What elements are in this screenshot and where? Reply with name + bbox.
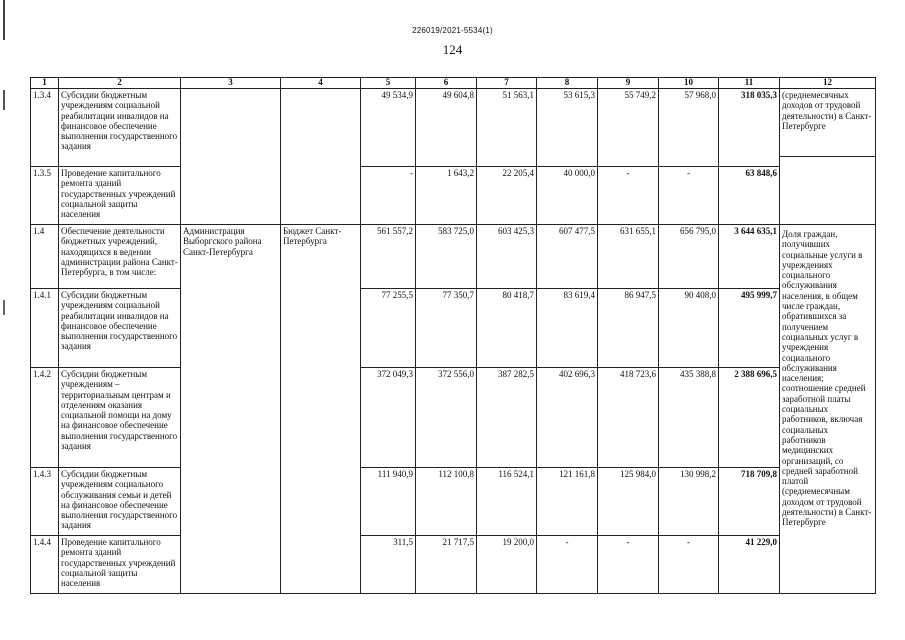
value-cell: 372 556,0 bbox=[416, 368, 477, 468]
value-cell: 583 725,0 bbox=[416, 225, 477, 289]
column-header: 8 bbox=[537, 78, 598, 89]
table-row bbox=[31, 468, 876, 536]
value-cell: 40 000,0 bbox=[537, 167, 598, 225]
column-header: 7 bbox=[477, 78, 537, 89]
column-header: 11 bbox=[719, 78, 780, 89]
value-cell: 80 418,7 bbox=[477, 289, 537, 368]
value-cell: 22 205,4 bbox=[477, 167, 537, 225]
header-row bbox=[31, 78, 876, 89]
row-number: 1.4 bbox=[31, 225, 59, 289]
value-cell: 603 425,3 bbox=[477, 225, 537, 289]
value-cell: 116 524,1 bbox=[477, 468, 537, 536]
row-number: 1.4.2 bbox=[31, 368, 59, 468]
value-cell: 57 968,0 bbox=[659, 89, 719, 167]
value-cell: 418 723,6 bbox=[598, 368, 659, 468]
table-row bbox=[31, 89, 876, 167]
value-cell: - bbox=[598, 536, 659, 594]
value-cell: 121 161,8 bbox=[537, 468, 598, 536]
value-cell: 372 049,3 bbox=[361, 368, 416, 468]
column-header: 4 bbox=[281, 78, 361, 89]
column-header: 10 bbox=[659, 78, 719, 89]
row-number: 1.4.1 bbox=[31, 289, 59, 368]
total-cell: 318 035,3 bbox=[719, 89, 780, 167]
value-cell: 387 282,5 bbox=[477, 368, 537, 468]
value-cell: 55 749,2 bbox=[598, 89, 659, 167]
total-cell: 3 644 635,1 bbox=[719, 225, 780, 289]
value-cell: - bbox=[598, 167, 659, 225]
value-cell: 53 615,3 bbox=[537, 89, 598, 167]
row-name: Субсидии бюджетным учреждениям социальной реабилитации инвалидов на финансовое обеспечение выполнения государственного задания bbox=[59, 89, 181, 167]
value-cell: 77 255,5 bbox=[361, 289, 416, 368]
column-header: 2 bbox=[59, 78, 181, 89]
total-cell: 63 848,6 bbox=[719, 167, 780, 225]
value-cell: 19 200,0 bbox=[477, 536, 537, 594]
value-cell: 112 100,8 bbox=[416, 468, 477, 536]
value-cell: 125 984,0 bbox=[598, 468, 659, 536]
row-name: Субсидии бюджетным учреждениям социальной реабилитации инвалидов на финансовое обеспечение выполнения государственного задания bbox=[59, 289, 181, 368]
row-name: Проведение капитального ремонта зданий государственных учреждений социальной защиты населения bbox=[59, 536, 181, 594]
table-row bbox=[31, 167, 876, 225]
value-cell: 83 619,4 bbox=[537, 289, 598, 368]
scan-edge-mark bbox=[3, 0, 5, 640]
value-cell: - bbox=[659, 536, 719, 594]
source-cell: Бюджет Санкт-Петербурга bbox=[281, 225, 361, 594]
indicator-cell: Доля граждан, получивших социальные услуги в учреждениях социального обслуживания населения, в общем числе граждан, обратившихся за получением социальных услуг в учреждения социального обслуживания населения; соотношение средней заработной платы социальных работников, включая социальных работников медицинских организаций, со средней заработной платой (среднемесячным доходом от трудовой деятельности) в Санкт-Петербурге bbox=[780, 225, 876, 594]
column-header: 3 bbox=[181, 78, 281, 89]
value-cell: 21 717,5 bbox=[416, 536, 477, 594]
value-cell: - bbox=[361, 167, 416, 225]
table-row bbox=[31, 536, 876, 594]
row-name: Субсидии бюджетным учреждениям социального обслуживания семьи и детей на финансовое обеспечение выполнения государственного задания bbox=[59, 468, 181, 536]
value-cell: 656 795,0 bbox=[659, 225, 719, 289]
total-cell: 718 709,8 bbox=[719, 468, 780, 536]
row-number: 1.3.5 bbox=[31, 167, 59, 225]
value-cell: 51 563,1 bbox=[477, 89, 537, 167]
row-name: Субсидии бюджетным учреждениям – территориальным центрам и отделениям оказания социальной помощи на дому на финансовое обеспечение выполнения государственного задания bbox=[59, 368, 181, 468]
indicator-text: (среднемесячных доходов от трудовой деятельности) в Санкт-Петербурге bbox=[780, 90, 875, 157]
row-name: Проведение капитального ремонта зданий государственных учреждений социальной защиты населения bbox=[59, 167, 181, 225]
value-cell: - bbox=[659, 167, 719, 225]
column-header: 1 bbox=[31, 78, 59, 89]
row-name: Обеспечение деятельности бюджетных учреждений, находящихся в ведении администрации района Санкт-Петербурга, в том числе: bbox=[59, 225, 181, 289]
budget-table bbox=[30, 77, 876, 594]
executor-cell bbox=[181, 89, 281, 225]
value-cell: - bbox=[537, 536, 598, 594]
column-header: 12 bbox=[780, 78, 876, 89]
column-header: 6 bbox=[416, 78, 477, 89]
total-cell: 41 229,0 bbox=[719, 536, 780, 594]
table-row bbox=[31, 225, 876, 289]
value-cell: 1 643,2 bbox=[416, 167, 477, 225]
value-cell: 561 557,2 bbox=[361, 225, 416, 289]
column-header: 5 bbox=[361, 78, 416, 89]
value-cell: 631 655,1 bbox=[598, 225, 659, 289]
column-header: 9 bbox=[598, 78, 659, 89]
value-cell: 49 604,8 bbox=[416, 89, 477, 167]
page-number: 124 bbox=[442, 42, 463, 57]
row-number: 1.4.3 bbox=[31, 468, 59, 536]
value-cell: 311,5 bbox=[361, 536, 416, 594]
value-cell: 49 534,9 bbox=[361, 89, 416, 167]
table-row bbox=[31, 368, 876, 468]
value-cell: 130 998,2 bbox=[659, 468, 719, 536]
value-cell: 435 388,8 bbox=[659, 368, 719, 468]
indicator-cell-top bbox=[780, 89, 876, 225]
total-cell: 2 388 696,5 bbox=[719, 368, 780, 468]
total-cell: 495 999,7 bbox=[719, 289, 780, 368]
table-row bbox=[31, 289, 876, 368]
value-cell: 111 940,9 bbox=[361, 468, 416, 536]
document-id: 226019/2021-5534(1) bbox=[412, 26, 493, 35]
source-cell bbox=[281, 89, 361, 225]
value-cell: 90 408,0 bbox=[659, 289, 719, 368]
executor-cell: Администрация Выборгского района Санкт-Петербурга bbox=[181, 225, 281, 594]
value-cell: 402 696,3 bbox=[537, 368, 598, 468]
row-number: 1.4.4 bbox=[31, 536, 59, 594]
value-cell: 607 477,5 bbox=[537, 225, 598, 289]
value-cell: 86 947,5 bbox=[598, 289, 659, 368]
row-number: 1.3.4 bbox=[31, 89, 59, 167]
value-cell: 77 350,7 bbox=[416, 289, 477, 368]
